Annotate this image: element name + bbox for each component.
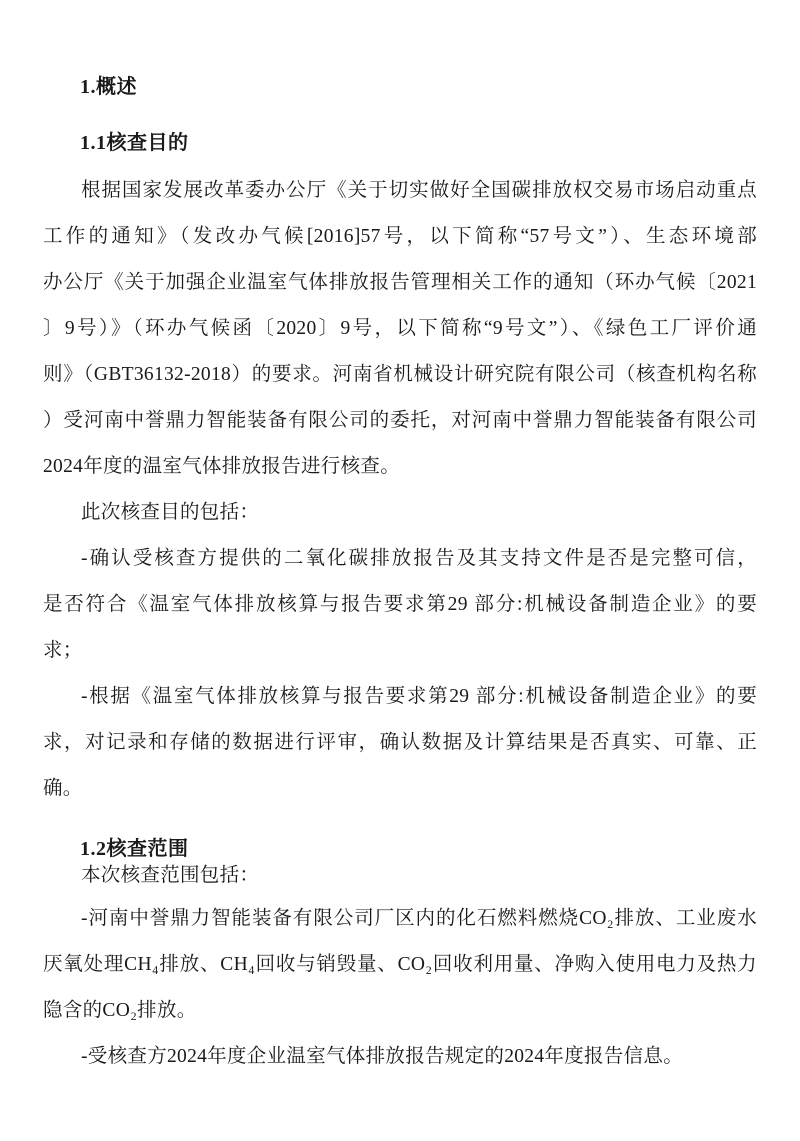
paragraph-line: 办公厅《关于加强企业温室气体排放报告管理相关工作的通知（环办气候〔2021 [43, 272, 757, 293]
paragraph-line: 是否符合《温室气体排放核算与报告要求第29 部分:机械设备制造企业》的要 [43, 594, 757, 615]
heading-overview: 1.概述 [80, 76, 137, 98]
paragraph-scope-item-2: -受核查方2024年度企业温室气体排放报告规定的2024年度报告信息。 [81, 1046, 683, 1067]
paragraph-scope-item-1 [43, 896, 757, 1034]
heading-verification-scope: 1.2核查范围 [80, 838, 189, 860]
paragraph-basis [43, 168, 757, 490]
paragraph-objective-2 [43, 674, 757, 812]
paragraph-line: 〕9号）》（环办气候函〔2020〕9号，以下简称“9号文”）、《绿色工厂评价通 [43, 318, 757, 339]
paragraph-line: 隐含的CO₂排放。 [43, 1000, 197, 1021]
paragraph-line: -根据《温室气体排放核算与报告要求第29 部分:机械设备制造企业》的要 [81, 686, 757, 707]
paragraph-line: ）受河南中誉鼎力智能装备有限公司的委托，对河南中誉鼎力智能装备有限公司 [43, 410, 757, 431]
paragraph-line: 求，对记录和存储的数据进行评审，确认数据及计算结果是否真实、可靠、正 [43, 732, 757, 753]
paragraph-line: 确。 [43, 778, 83, 799]
paragraph-line: 根据国家发展改革委办公厅《关于切实做好全国碳排放权交易市场启动重点 [81, 180, 757, 201]
paragraph-line: 2024年度的温室气体排放报告进行核查。 [43, 456, 400, 477]
paragraph-scope-intro: 本次核查范围包括： [81, 865, 260, 886]
paragraph-line: -河南中誉鼎力智能装备有限公司厂区内的化石燃料燃烧CO₂排放、工业废水 [81, 908, 757, 929]
paragraph-line: -确认受核查方提供的二氧化碳排放报告及其支持文件是否是完整可信， [81, 548, 757, 569]
paragraph-line: 厌氧处理CH₄排放、CH₄回收与销毁量、CO₂回收利用量、净购入使用电力及热力 [43, 954, 757, 975]
paragraph-line: 则》（GBT36132-2018）的要求。河南省机械设计研究院有限公司（核查机构名称 [43, 364, 757, 385]
paragraph-line: 求； [43, 640, 83, 661]
paragraph-objective-1 [43, 536, 757, 674]
paragraph-purpose-intro: 此次核查目的包括： [81, 502, 260, 523]
paragraph-line: 工作的通知》（发改办气候[2016]57号，以下简称“57号文”）、生态环境部 [43, 226, 757, 247]
heading-verification-purpose: 1.1核查目的 [80, 132, 189, 154]
